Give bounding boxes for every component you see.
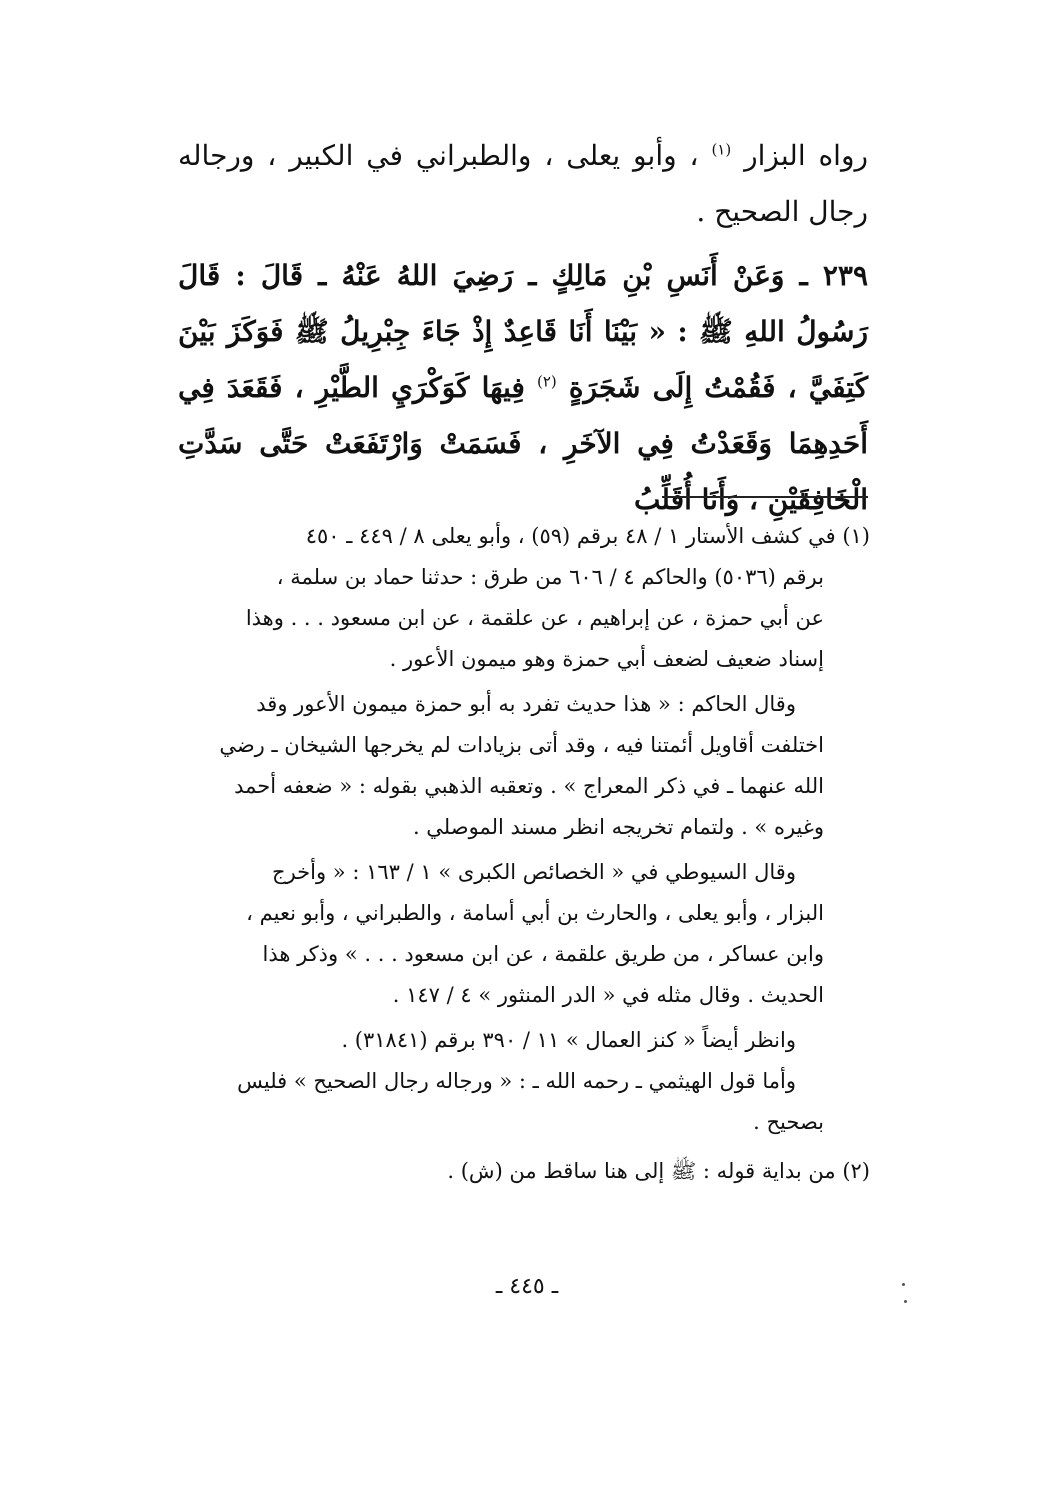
scan-speck — [902, 1283, 905, 1286]
footnote-marker: (٢) — [842, 1159, 870, 1183]
hadith-isnad: ٢٣٩ ـ وَعَنْ أَنَسِ بْنِ مَالِكٍ ـ رَضِيَ اللهُ عَنْهُ ـ قَالَ : قَالَ رَسُولُ اللهِ ﷺ : — [178, 259, 868, 348]
hadith-matn-part-1: « بَيْنَا أَنَا قَاعِدٌ إِذْ جَاءَ جِبْرِيلُ ﷺ فَوَكَزَ بَيْنَ كَتِفَيَّ ، فَقُمْتُ إِلَى شَجَرَةٍ — [178, 315, 869, 404]
footnote-2 — [180, 1151, 870, 1192]
footnote-line: اختلفت أقاويل أئمتنا فيه ، وقد أتى بزيادات لم يخرجها الشيخان ـ رضي — [219, 733, 824, 757]
footnote-line: وابن عساكر ، من طريق علقمة ، عن ابن مسعود . . . » وذكر هذا — [262, 942, 824, 966]
main-text — [178, 128, 868, 528]
footnotes-section — [180, 516, 870, 1192]
hadith-paragraph — [178, 248, 868, 528]
footnote-1 — [180, 516, 870, 1143]
footnote-text: في كشف الأستار ١ / ٤٨ برقم (٥٩) ، وأبو يعلى ٨ / ٤٤٩ ـ ٤٥٠ — [305, 524, 836, 548]
footnote-text: من بداية قوله : ﷺ إلى هنا ساقط من (ش) . — [447, 1159, 836, 1183]
footnote-line: وقال السيوطي في « الخصائص الكبرى » ١ / ١٦٣ : « وأخرج — [272, 860, 796, 884]
hadith-matn-part-2: فِيهَا كَوَكْرَيِ الطَّيْرِ ، فَقَعَدَ فِي أَحَدِهِمَا وَقَعَدْتُ فِي الآخَرِ ، فَسَمَتْ وَارْتَفَعَتْ حَتَّى سَدَّتِ الْخَافِقَيْنِ ، وَأَنَا أُقَلِّبُ — [178, 371, 868, 516]
intro-rest: ، وأبو يعلى ، والطبراني في الكبير ، ورجاله رجال الصحيح . — [178, 139, 868, 228]
footnote-ref-1: (١) — [711, 140, 732, 159]
footnote-line: برقم (٥٠٣٦) والحاكم ٤ / ٦٠٦ من طرق : حدثنا حماد بن سلمة ، — [276, 565, 824, 589]
footnote-line: وقال الحاكم : « هذا حديث تفرد به أبو حمزة ميمون الأعور وقد — [256, 692, 796, 716]
footnote-line: البزار ، وأبو يعلى ، والحارث بن أبي أسامة ، والطبراني ، وأبو نعيم ، — [246, 901, 824, 925]
footnote-line: عن أبي حمزة ، عن إبراهيم ، عن علقمة ، عن ابن مسعود . . . وهذا — [245, 606, 824, 630]
footnote-line: بصحيح . — [753, 1110, 824, 1134]
footnote-marker: (١) — [842, 524, 870, 548]
footnote-line: الله عنهما ـ في ذكر المعراج » . وتعقبه الذهبي بقوله : « ضعفه أحمد — [234, 774, 824, 798]
footnote-line: وأما قول الهيثمي ـ رحمه الله ـ : « ورجاله رجال الصحيح » فليس — [237, 1069, 796, 1093]
footnote-line — [180, 516, 870, 557]
scan-speck — [904, 1300, 907, 1303]
footnote-line: الحديث . وقال مثله في « الدر المنثور » ٤ / ١٤٧ . — [392, 983, 824, 1007]
footnote-line: إسناد ضعيف لضعف أبي حمزة وهو ميمون الأعور . — [389, 647, 824, 671]
intro-paragraph — [178, 128, 868, 240]
footnote-line: وانظر أيضاً « كنز العمال » ١١ / ٣٩٠ برقم (٣١٨٤١) . — [341, 1028, 796, 1052]
footnote-line: وغيره » . ولتمام تخريجه انظر مسند الموصلي . — [412, 815, 824, 839]
footnote-line — [180, 1151, 870, 1192]
footnote-ref-2: (٢) — [536, 372, 557, 391]
intro-text: رواه البزار — [744, 139, 868, 172]
page-number: ـ ٤٤٥ ـ — [495, 1274, 559, 1299]
footnote-divider — [662, 496, 868, 498]
